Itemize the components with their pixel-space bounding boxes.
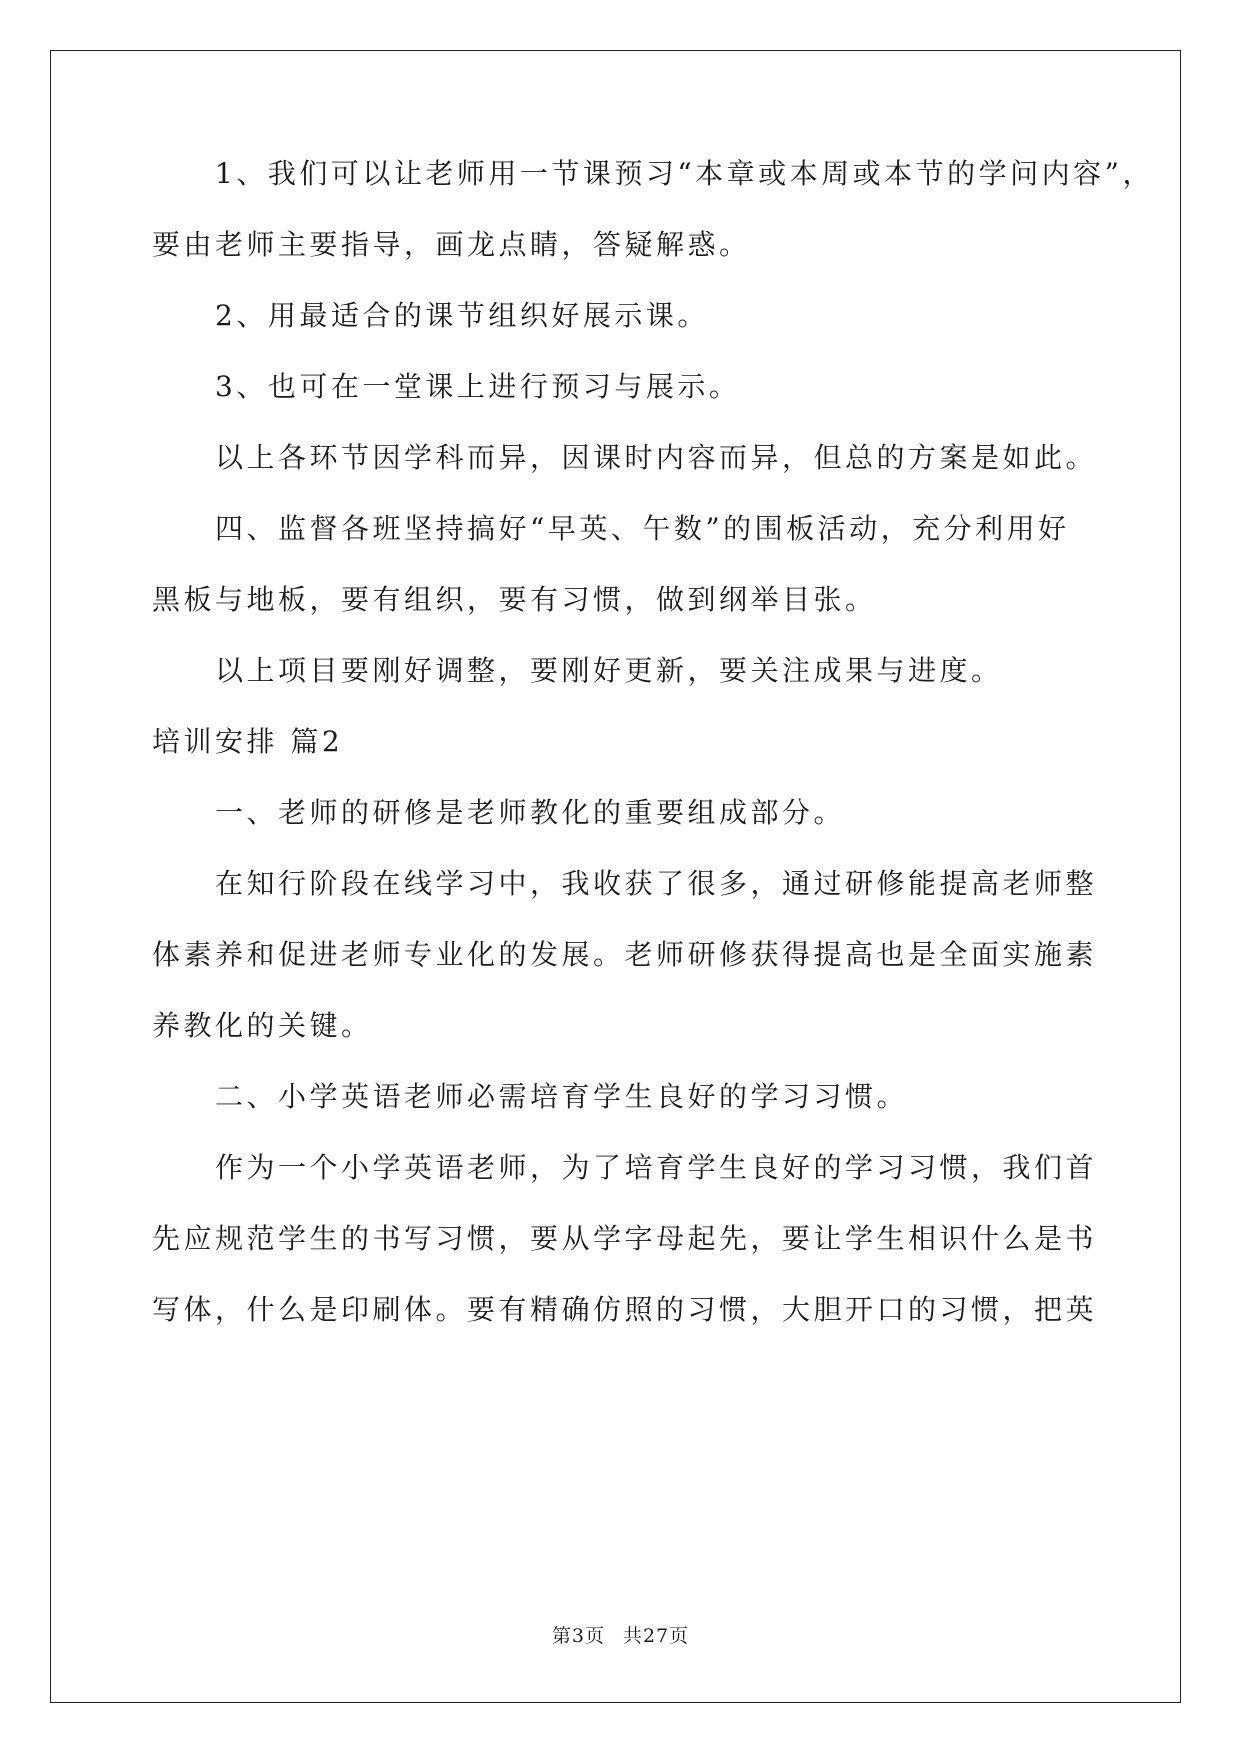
paragraph-line: 体素养和促进老师专业化的发展。老师研修获得提高也是全面实施素 <box>152 938 1098 971</box>
paragraph-line: 养教化的关键。 <box>152 1009 373 1042</box>
paragraph-line: 二、小学英语老师必需培育学生良好的学习习惯。 <box>215 1080 909 1113</box>
section-heading: 培训安排 篇2 <box>152 725 344 758</box>
paragraph-line: 在知行阶段在线学习中，我收获了很多，通过研修能提高老师整 <box>215 867 1098 900</box>
paragraph-line: 3、也可在一堂课上进行预习与展示。 <box>215 370 741 403</box>
paragraph-line: 以上各环节因学科而异，因课时内容而异，但总的方案是如此。 <box>215 441 1098 474</box>
paragraph-line: 作为一个小学英语老师，为了培育学生良好的学习习惯，我们首 <box>215 1151 1098 1184</box>
paragraph-line: 2、用最适合的课节组织好展示课。 <box>215 299 709 332</box>
paragraph-line: 先应规范学生的书写习惯，要从学字母起先，要让学生相识什么是书 <box>152 1222 1098 1255</box>
paragraph-line: 四、监督各班坚持搞好“早英、午数”的围板活动，充分利用好 <box>215 512 1070 545</box>
page-footer <box>0 1621 1241 1648</box>
paragraph-line: 一、老师的研修是老师教化的重要组成部分。 <box>215 796 846 829</box>
page-total: 共27页 <box>622 1625 690 1647</box>
page-number: 第3页 <box>551 1625 605 1647</box>
paragraph-line: 黑板与地板，要有组织，要有习惯，做到纲举目张。 <box>152 583 877 616</box>
paragraph-line: 1、我们可以让老师用一节课预习“本章或本周或本节的学问内容”， <box>215 157 1154 190</box>
paragraph-line: 以上项目要刚好调整，要刚好更新，要关注成果与进度。 <box>215 654 1003 687</box>
paragraph-line: 写体，什么是印刷体。要有精确仿照的习惯，大胆开口的习惯，把英 <box>152 1293 1098 1326</box>
paragraph-line: 要由老师主要指导，画龙点睛，答疑解惑。 <box>152 228 751 261</box>
